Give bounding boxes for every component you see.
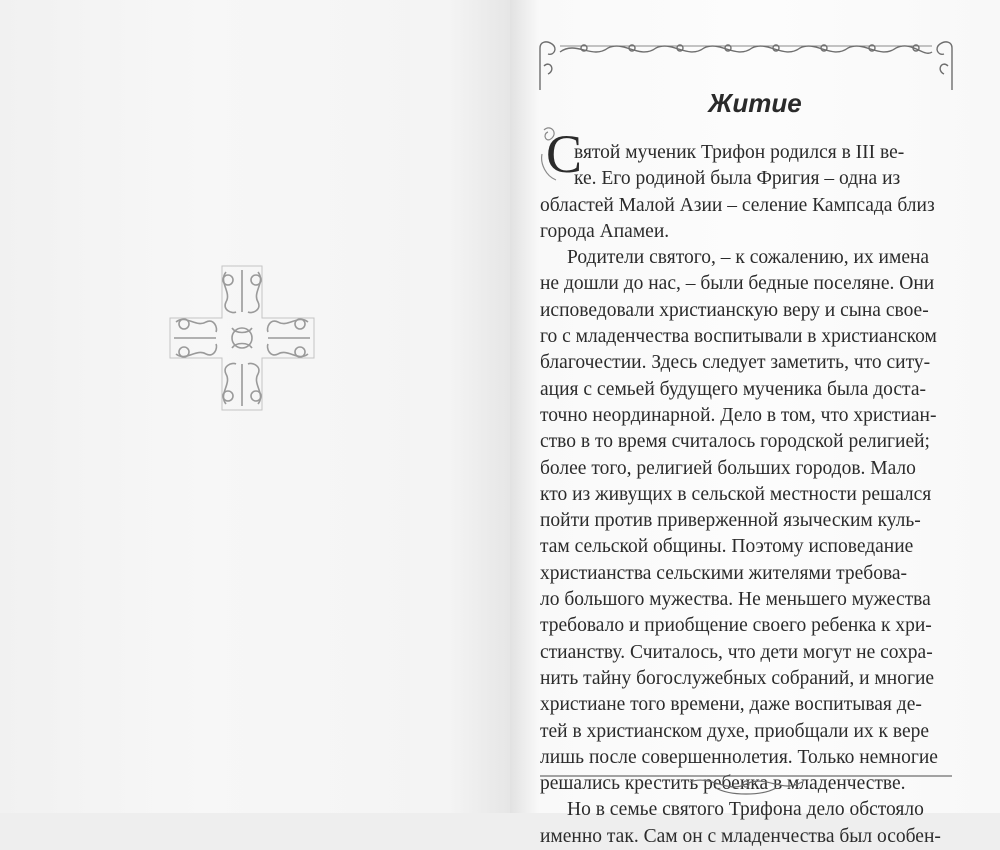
text-line: требовало и приобщение своего ребенка к хри- <box>540 615 932 637</box>
text-line: точно неординарной. Дело в том, что христиан- <box>540 404 937 426</box>
text-line: областей Малой Азии – селение Кампсада близ <box>540 194 935 216</box>
text-line: христианства сельскими жителями требова- <box>540 562 908 584</box>
text-line: благочестии. Здесь следует заметить, что ситу- <box>540 352 931 374</box>
text-line: пойти против приверженной языческим куль- <box>540 510 921 532</box>
text-line: не дошли до нас, – были бедные поселяне. Они <box>540 273 935 295</box>
text-line: вятой мученик Трифон родился в III ве- <box>574 142 905 163</box>
text-line: решались крестить ребенка в младенчестве. <box>540 773 906 795</box>
floral-rule-icon <box>540 768 952 798</box>
text-line: там сельской общины. Поэтому исповедание <box>540 536 914 558</box>
text-line: лишь после совершеннолетия. Только немногие <box>540 746 938 768</box>
text-line: Но в семье святого Трифона дело обстояло <box>567 799 924 821</box>
text-line: христиане того времени, даже воспитывая де- <box>540 694 922 716</box>
ornamental-cross-icon <box>166 262 318 414</box>
text-line: ке. Его родиной была Фригия – одна из <box>574 168 901 190</box>
text-line: нить тайну богослужебных собраний, и многие <box>540 667 935 689</box>
text-line: исповедовали христианскую веру и сына свое- <box>540 299 929 321</box>
text-line: го с младенчества воспитывали в христианском <box>540 326 937 348</box>
text-line: кто из живущих в сельской местности решался <box>540 483 932 505</box>
page-title: Житие <box>708 88 802 118</box>
text-line: именно так. Сам он с младенчества был особен- <box>540 825 941 847</box>
body-text <box>540 140 951 850</box>
text-line: ация с семьей будущего мученика была доста- <box>540 378 926 400</box>
drop-cap-letter: С <box>546 124 583 184</box>
floral-border-icon <box>536 36 956 92</box>
text-line: ство в то время считалось городской религией; <box>540 431 930 453</box>
left-page <box>0 0 510 813</box>
text-line: Родители святого, – к сожалению, их имена <box>567 247 930 269</box>
text-line: более того, религией больших городов. Мало <box>540 457 916 479</box>
text-line: стианству. Считалось, что дети могут не сохра- <box>540 641 933 663</box>
text-line: тей в христианском духе, приобщали их к вере <box>540 720 930 742</box>
text-line: ло большого мужества. Не меньшего мужества <box>540 589 931 611</box>
text-line: города Апамеи. <box>540 220 670 242</box>
